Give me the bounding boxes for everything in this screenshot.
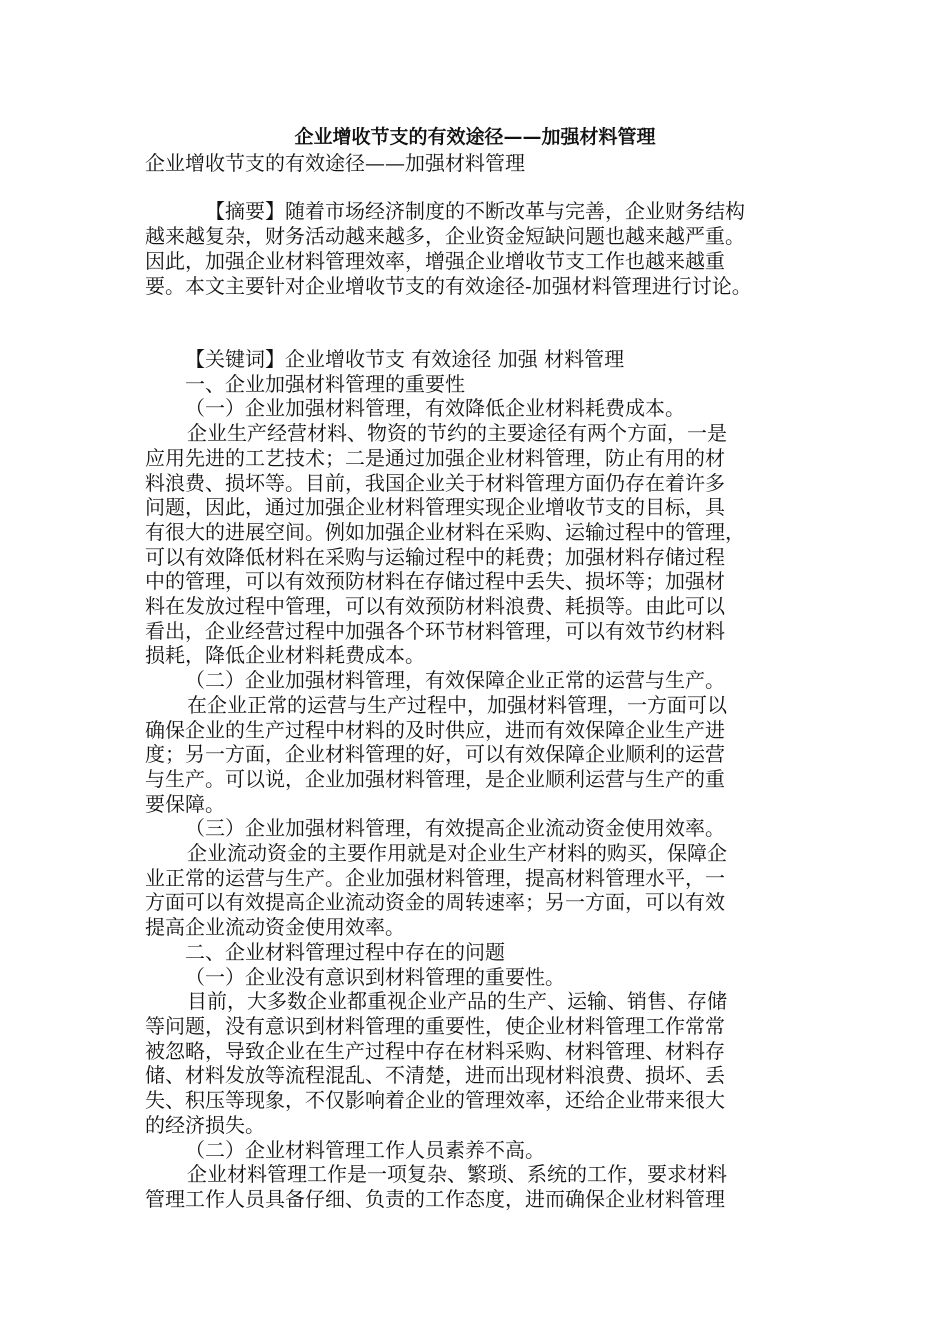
paragraph-line: 要保障。 bbox=[145, 791, 225, 816]
abstract-line: 【摘要】随着市场经济制度的不断改革与完善，企业财务结构 bbox=[205, 199, 745, 223]
paragraph-line: 被忽略，导致企业在生产过程中存在材料采购、材料管理、材料存 bbox=[145, 1038, 725, 1063]
paragraph-line: 管理工作人员具备仔细、负责的工作态度，进而确保企业材料管理 bbox=[145, 1186, 725, 1211]
document-body bbox=[145, 347, 825, 1212]
subsection-heading: （一）企业没有意识到材料管理的重要性。 bbox=[185, 964, 565, 989]
paragraph-line: 与生产。可以说，企业加强材料管理，是企业顺利运营与生产的重 bbox=[145, 766, 725, 791]
paragraph-line: 应用先进的工艺技术；二是通过加强企业材料管理，防止有用的材 bbox=[145, 445, 725, 470]
paragraph-line: 目前，大多数企业都重视企业产品的生产、运输、销售、存储 bbox=[187, 989, 727, 1014]
abstract-line: 因此，加强企业材料管理效率，增强企业增收节支工作也越来越重 bbox=[145, 249, 725, 273]
paragraph-line: 损耗，降低企业材料耗费成本。 bbox=[145, 643, 425, 668]
abstract-paragraph bbox=[145, 199, 825, 299]
subsection-heading: （三）企业加强材料管理，有效提高企业流动资金使用效率。 bbox=[185, 816, 725, 841]
paragraph-line: 等问题，没有意识到材料管理的重要性，使企业材料管理工作常常 bbox=[145, 1013, 725, 1038]
paragraph-line: 确保企业的生产过程中材料的及时供应，进而有效保障企业生产进 bbox=[145, 717, 725, 742]
section-heading: 二、企业材料管理过程中存在的问题 bbox=[185, 939, 505, 964]
paragraph-line: 中的管理，可以有效预防材料在存储过程中丢失、损坏等；加强材 bbox=[145, 569, 725, 594]
paragraph-line: 业正常的运营与生产。企业加强材料管理，提高材料管理水平，一 bbox=[145, 865, 725, 890]
paragraph-line: 企业材料管理工作是一项复杂、繁琐、系统的工作，要求材料 bbox=[187, 1162, 727, 1187]
document-title: 企业增收节支的有效途径——加强材料管理 bbox=[294, 126, 656, 148]
paragraph-line: 提高企业流动资金使用效率。 bbox=[145, 915, 405, 940]
document-subtitle: 企业增收节支的有效途径——加强材料管理 bbox=[145, 151, 525, 175]
paragraph-line: 度；另一方面，企业材料管理的好，可以有效保障企业顺利的运营 bbox=[145, 742, 725, 767]
paragraph-line: 有很大的进展空间。例如加强企业材料在采购、运输过程中的管理， bbox=[145, 519, 745, 544]
section-heading: 一、企业加强材料管理的重要性 bbox=[185, 371, 465, 396]
paragraph-line: 储、材料发放等流程混乱、不清楚，进而出现材料浪费、损坏、丢 bbox=[145, 1063, 725, 1088]
paragraph-line: 料浪费、损坏等。目前，我国企业关于材料管理方面仍存在着许多 bbox=[145, 470, 725, 495]
subsection-heading: （二）企业材料管理工作人员素养不高。 bbox=[185, 1137, 545, 1162]
keywords-line: 【关键词】企业增收节支 有效途径 加强 材料管理 bbox=[185, 347, 625, 371]
paragraph-line: 企业流动资金的主要作用就是对企业生产材料的购买，保障企 bbox=[187, 841, 727, 866]
paragraph-line: 企业生产经营材料、物资的节约的主要途径有两个方面，一是 bbox=[187, 421, 727, 446]
paragraph-line: 失、积压等现象，不仅影响着企业的管理效率，还给企业带来很大 bbox=[145, 1088, 725, 1113]
abstract-line: 越来越复杂，财务活动越来越多，企业资金短缺问题也越来越严重。 bbox=[145, 224, 745, 248]
paragraph-line: 在企业正常的运营与生产过程中，加强材料管理，一方面可以 bbox=[187, 692, 727, 717]
paragraph-line: 料在发放过程中管理，可以有效预防材料浪费、耗损等。由此可以 bbox=[145, 594, 725, 619]
paragraph-line: 看出，企业经营过程中加强各个环节材料管理，可以有效节约材料 bbox=[145, 618, 725, 643]
paragraph-line: 的经济损失。 bbox=[145, 1112, 265, 1137]
abstract-line: 要。本文主要针对企业增收节支的有效途径-加强材料管理进行讨论。 bbox=[145, 274, 752, 298]
paragraph-line: 方面可以有效提高企业流动资金的周转速率；另一方面，可以有效 bbox=[145, 890, 725, 915]
paragraph-line: 可以有效降低材料在采购与运输过程中的耗费；加强材料存储过程 bbox=[145, 544, 725, 569]
subsection-heading: （二）企业加强材料管理，有效保障企业正常的运营与生产。 bbox=[185, 668, 725, 693]
paragraph-line: 问题，因此，通过加强企业材料管理实现企业增收节支的目标，具 bbox=[145, 495, 725, 520]
subsection-heading: （一）企业加强材料管理，有效降低企业材料耗费成本。 bbox=[185, 396, 685, 421]
